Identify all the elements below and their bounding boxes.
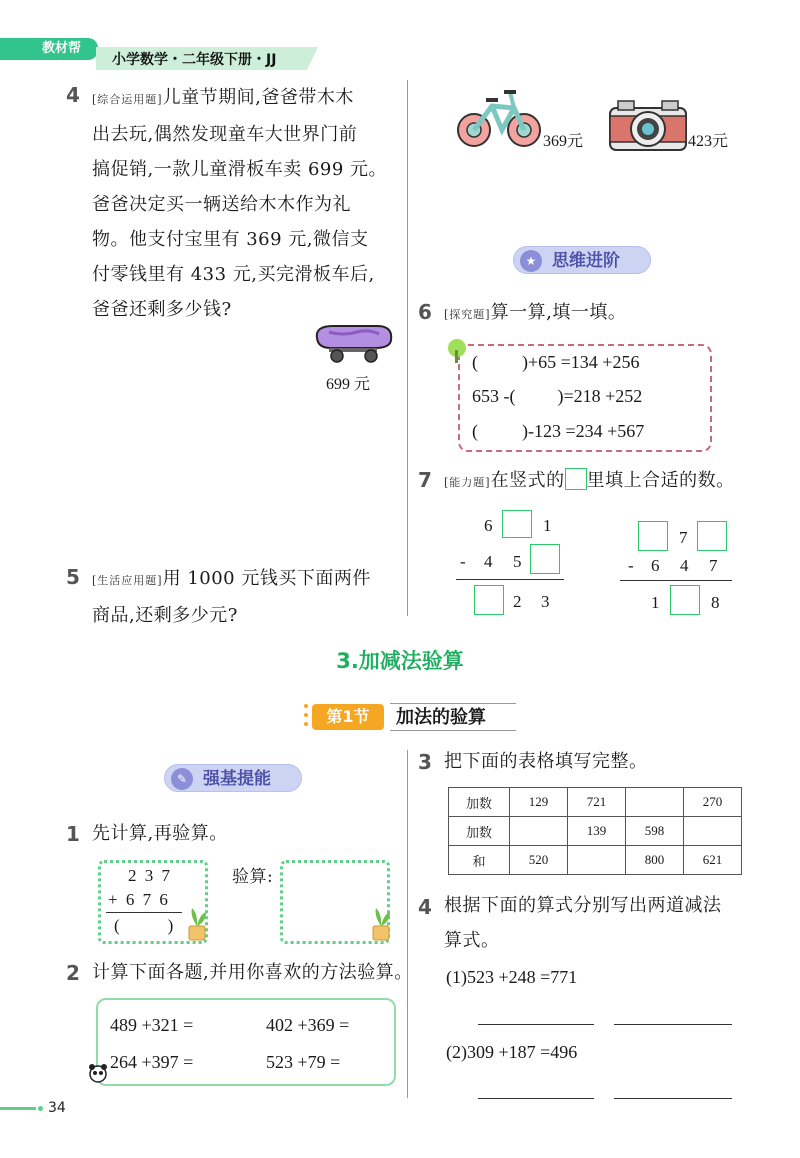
q6-paren: ) xyxy=(522,352,528,372)
basic-label: 强基提能 xyxy=(203,769,271,789)
s4-text xyxy=(444,888,722,958)
table-row xyxy=(449,817,742,846)
q7-inline-box xyxy=(565,468,587,490)
q6-expr: +65 =134 +256 xyxy=(528,352,640,372)
table-row xyxy=(449,788,742,817)
table-cell: 加数 xyxy=(449,817,510,846)
q6-paren: ) xyxy=(557,386,564,406)
s2-item: 523 +79 = xyxy=(266,1052,341,1072)
q7-line: 里填上合适的数。 xyxy=(586,470,735,491)
table-cell-blank[interactable] xyxy=(684,817,742,846)
table-cell: 721 xyxy=(568,788,626,817)
q5-text xyxy=(92,561,402,633)
q7-left-digit: 3 xyxy=(541,592,550,611)
chapter-title: 3.加减法验算 xyxy=(336,649,464,673)
q5-tag: [生活应用题] xyxy=(92,574,163,587)
column-divider-bottom xyxy=(407,750,408,1098)
s1-row-2: + 6 7 6 xyxy=(108,890,170,909)
q7-left-digit: 2 xyxy=(513,592,522,611)
s1-number: 1 xyxy=(66,822,80,846)
pencil-icon: ✎ xyxy=(171,768,193,790)
s4-line: 根据下面的算式分别写出两道减法 xyxy=(444,895,722,916)
q7-right-digit: 4 xyxy=(680,556,689,575)
table-cell: 621 xyxy=(684,846,742,875)
q7-right-op: - xyxy=(628,556,634,575)
answer-line[interactable] xyxy=(478,1024,594,1025)
table-cell: 800 xyxy=(626,846,684,875)
s1-row-3 xyxy=(114,916,175,936)
q6-expr: -123 =234 +567 xyxy=(528,421,645,441)
q7-line: 在竖式的 xyxy=(490,470,565,491)
q7-left-box[interactable] xyxy=(530,544,560,574)
s3-table xyxy=(448,787,742,875)
medal-icon: ★ xyxy=(520,250,542,272)
table-cell-blank[interactable] xyxy=(626,788,684,817)
q7-right-rule xyxy=(620,580,732,581)
q7-right-box[interactable] xyxy=(670,585,700,615)
q7-left-box[interactable] xyxy=(502,510,532,538)
q7-left-rule xyxy=(456,579,564,580)
q7-left-digit: 5 xyxy=(513,552,522,571)
q7-left-digit: 1 xyxy=(543,516,552,535)
q7-right-digit: 1 xyxy=(651,593,660,612)
s4-number: 4 xyxy=(418,895,432,919)
q4-line: 付零钱里有 433 元,买完滑板车后, xyxy=(92,264,375,285)
camera-price: 423元 xyxy=(688,133,729,150)
s1-paren: ( xyxy=(114,916,122,935)
advance-pill xyxy=(513,246,651,274)
bike-price: 369元 xyxy=(543,133,584,150)
s2-item: 489 +321 = xyxy=(110,1015,194,1035)
s1-paren: ) xyxy=(167,916,176,935)
q6-paren: 653 -( xyxy=(472,386,516,406)
s1-check-label: 验算: xyxy=(232,867,274,887)
section-title: 加法的验算 xyxy=(390,703,516,731)
header-tag: 教材帮 xyxy=(0,38,98,60)
advance-label: 思维进阶 xyxy=(552,251,620,271)
q6-row-3 xyxy=(472,421,644,442)
s2-item: 402 +369 = xyxy=(266,1015,350,1035)
answer-line[interactable] xyxy=(478,1098,594,1099)
q7-right-digit: 6 xyxy=(651,556,660,575)
q7-right-box[interactable] xyxy=(697,521,727,551)
q7-tag: [能力题] xyxy=(444,476,491,489)
table-cell-blank[interactable] xyxy=(568,846,626,875)
table-cell: 139 xyxy=(568,817,626,846)
s4-expr-2: (2)309 +187 =496 xyxy=(446,1042,578,1062)
q6-paren: ( xyxy=(472,421,478,441)
s2-item: 264 +397 = xyxy=(110,1052,194,1072)
s2-number: 2 xyxy=(66,961,80,985)
q7-right-digit: 7 xyxy=(709,556,718,575)
table-cell: 加数 xyxy=(449,788,510,817)
plant-icon xyxy=(186,906,208,942)
camera-icon xyxy=(608,98,688,152)
answer-line[interactable] xyxy=(614,1098,732,1099)
header-title: 小学数学・二年级下册・JJ xyxy=(112,52,277,68)
q6-paren: ) xyxy=(522,421,528,441)
q7-left-op: - xyxy=(460,552,466,571)
s3-text: 把下面的表格填写完整。 xyxy=(444,751,648,772)
s4-expr-1: (1)523 +248 =771 xyxy=(446,967,578,987)
s3-number: 3 xyxy=(418,750,432,774)
q7-left-box[interactable] xyxy=(474,585,504,615)
q4-tag: [综合运用题] xyxy=(92,93,163,106)
q6-number: 6 xyxy=(418,300,432,324)
basic-pill xyxy=(164,764,302,792)
q5-line: 用 1000 元钱买下面两件 xyxy=(162,568,371,589)
page-number: 34 xyxy=(48,1100,66,1116)
skateboard-icon xyxy=(313,320,395,364)
s2-text: 计算下面各题,并用你喜欢的方法验算。 xyxy=(92,962,413,983)
q6-tag: [探究题] xyxy=(444,308,491,321)
s4-line: 算式。 xyxy=(444,930,500,951)
s1-rule xyxy=(106,912,182,913)
tree-icon xyxy=(445,338,469,364)
q4-line: 出去玩,偶然发现童车大世界门前 xyxy=(92,124,358,145)
q7-right-digit: 7 xyxy=(679,528,688,547)
q4-line: 搞促销,一款儿童滑板车卖 699 元。 xyxy=(92,159,388,180)
s1-text: 先计算,再验算。 xyxy=(92,823,228,844)
q6-text xyxy=(444,295,626,332)
q7-left-digit: 4 xyxy=(484,552,493,571)
q4-line: 爸爸还剩多少钱? xyxy=(92,299,232,320)
q5-number: 5 xyxy=(66,565,80,589)
panda-icon xyxy=(88,1062,108,1084)
table-cell: 129 xyxy=(510,788,568,817)
table-cell: 598 xyxy=(626,817,684,846)
q4-number: 4 xyxy=(66,83,80,107)
q7-left-digit: 6 xyxy=(484,516,493,535)
q7-right-digit: 8 xyxy=(711,593,720,612)
footer-bar xyxy=(0,1107,36,1110)
column-divider-top xyxy=(407,80,408,616)
q6-row-1 xyxy=(472,352,639,373)
table-cell: 270 xyxy=(684,788,742,817)
footer-dot xyxy=(38,1106,43,1111)
s1-row-1: 2 3 7 xyxy=(128,866,172,885)
table-row xyxy=(449,846,742,875)
q5-line: 商品,还剩多少元? xyxy=(92,605,238,626)
skateboard-price: 699 元 xyxy=(326,376,371,393)
q4-text xyxy=(92,80,402,327)
table-cell-blank[interactable] xyxy=(510,817,568,846)
table-cell: 520 xyxy=(510,846,568,875)
q6-row-2 xyxy=(472,386,642,407)
q6-paren: ( xyxy=(472,352,478,372)
q4-line: 儿童节期间,爸爸带木木 xyxy=(162,87,354,108)
q7-right-box[interactable] xyxy=(638,521,668,551)
plant-icon xyxy=(370,906,392,942)
q6-expr: =218 +252 xyxy=(563,386,643,406)
q7-text xyxy=(444,463,735,500)
q6-line: 算一算,填一填。 xyxy=(490,302,627,323)
q4-line: 爸爸决定买一辆送给木木作为礼 xyxy=(92,194,351,215)
q7-number: 7 xyxy=(418,468,432,492)
section-tag: 第1节 xyxy=(312,704,384,730)
table-cell: 和 xyxy=(449,846,510,875)
answer-line[interactable] xyxy=(614,1024,732,1025)
bicycle-icon xyxy=(454,86,546,152)
q4-line: 物。他支付宝里有 369 元,微信支 xyxy=(92,229,369,250)
